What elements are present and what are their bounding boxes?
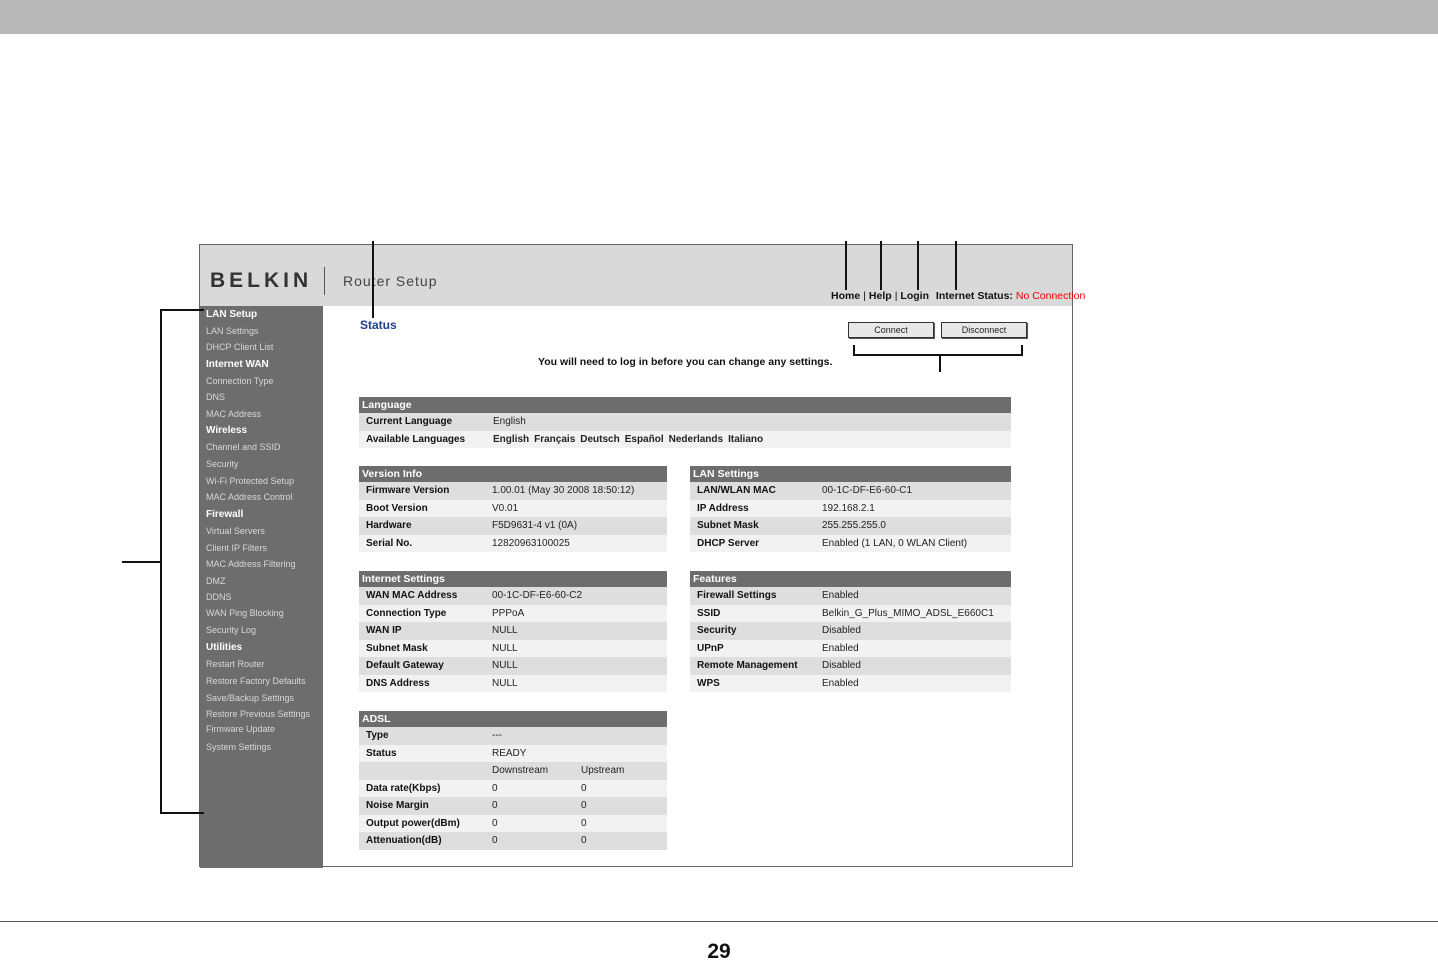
row-value: English <box>493 416 526 427</box>
row-value: Enabled <box>822 677 859 689</box>
row-label: WAN MAC Address <box>366 590 458 601</box>
language-link-english[interactable]: English <box>493 433 530 445</box>
row-value: 255.255.255.0 <box>822 520 886 531</box>
row-value-upstream: Upstream <box>581 765 625 776</box>
row-value: 0 <box>492 835 498 846</box>
sidebar-item-virtual-servers[interactable]: Virtual Servers <box>206 526 265 536</box>
sidebar-category-firewall: Firewall <box>206 509 244 520</box>
row-label: Firmware Version <box>366 485 450 496</box>
sidebar-item-save-backup-settings[interactable]: Save/Backup Settings <box>206 693 295 703</box>
row-label: UPnP <box>697 642 724 654</box>
sidebar-item-mac-address-filtering[interactable]: MAC Address Filtering <box>206 559 296 569</box>
row-value: 0 <box>492 782 498 794</box>
sidebar-category-wireless: Wireless <box>206 425 248 436</box>
row-label: Connection Type <box>366 607 447 619</box>
row-label: Remote Management <box>697 660 798 671</box>
language-link-fran-ais[interactable]: Français <box>534 433 576 445</box>
row-value: Enabled <box>822 590 859 601</box>
row-label: Data rate(Kbps) <box>366 782 441 794</box>
help-link[interactable]: Help <box>868 290 892 302</box>
row-value: F5D9631-4 v1 (0A) <box>492 520 578 531</box>
row-value: Disabled <box>822 660 861 671</box>
row-value: Downstream <box>492 765 549 776</box>
belkin-logo: BELKIN <box>210 269 313 292</box>
sidebar-item-connection-type[interactable]: Connection Type <box>206 376 274 386</box>
adsl-panel-title: ADSL <box>359 711 667 727</box>
login-notice: You will need to log in before you can change any settings. <box>538 356 833 368</box>
sidebar-item-client-ip-filters[interactable]: Client IP Filters <box>206 543 267 553</box>
row-value: Enabled <box>822 642 859 654</box>
row-label: Firewall Settings <box>697 590 777 601</box>
row-label: Type <box>366 730 389 741</box>
row-value: 00-1C-DF-E6-60-C2 <box>492 590 583 601</box>
row-label: Available Languages <box>366 433 466 445</box>
row-label: DNS Address <box>366 677 430 689</box>
language-link-espa-ol[interactable]: Español <box>624 433 664 445</box>
row-value: NULL <box>492 660 518 671</box>
version-panel-title: Version Info <box>359 466 667 482</box>
row-value: 12820963100025 <box>492 537 570 549</box>
sidebar-item-dhcp-client-list[interactable]: DHCP Client List <box>206 342 274 352</box>
sidebar-item-security-log[interactable]: Security Log <box>206 625 257 635</box>
row-label: DHCP Server <box>697 537 760 549</box>
row-value: Enabled (1 LAN, 0 WLAN Client) <box>822 537 968 549</box>
sidebar-item-channel-and-ssid[interactable]: Channel and SSID <box>206 442 281 452</box>
row-value: V0.01 <box>492 502 519 514</box>
row-label: Subnet Mask <box>697 520 759 531</box>
login-link[interactable]: Login <box>900 290 929 302</box>
features-panel-title: Features <box>690 571 1011 587</box>
row-value: 0 <box>492 800 498 811</box>
row-label: WAN IP <box>366 625 402 636</box>
language-link-deutsch[interactable]: Deutsch <box>580 433 620 445</box>
app-title: Router Setup <box>343 273 438 289</box>
home-link[interactable]: Home <box>831 290 861 302</box>
row-value: 192.168.2.1 <box>822 502 875 514</box>
callout-bracket-sidebar <box>161 310 204 813</box>
sidebar-category-internet-wan: Internet WAN <box>206 359 269 370</box>
nav-separator: | <box>894 290 898 302</box>
language-link-nederlands[interactable]: Nederlands <box>668 433 724 445</box>
sidebar-item-wan-ping-blocking[interactable]: WAN Ping Blocking <box>206 608 284 618</box>
row-label: Hardware <box>366 520 412 531</box>
sidebar-item-mac-address-control[interactable]: MAC Address Control <box>206 492 293 502</box>
row-value: 0 <box>492 817 498 829</box>
row-label: Output power(dBm) <box>366 817 460 829</box>
row-label: Serial No. <box>366 537 413 549</box>
page-title: Status <box>360 318 397 332</box>
sidebar-item-ddns[interactable]: DDNS <box>206 592 232 602</box>
row-label: Noise Margin <box>366 800 429 811</box>
language-panel-title: Language <box>359 397 1011 413</box>
sidebar-item-restore-factory-defaults[interactable]: Restore Factory Defaults <box>206 676 306 686</box>
row-label: Default Gateway <box>366 660 444 671</box>
callout-bracket-buttons <box>854 345 1022 355</box>
row-value-upstream: 0 <box>581 800 587 811</box>
row-label: Subnet Mask <box>366 642 428 654</box>
lan-panel-title: LAN Settings <box>690 466 1011 482</box>
sidebar-category-lan-setup: LAN Setup <box>206 309 258 320</box>
sidebar-item-dmz[interactable]: DMZ <box>206 576 226 586</box>
disconnect-button[interactable]: Disconnect <box>941 322 1027 338</box>
row-label: SSID <box>697 607 721 619</box>
page-rule <box>0 921 1438 922</box>
row-value: 1.00.01 (May 30 2008 18:50:12) <box>492 485 635 496</box>
language-link-italiano[interactable]: Italiano <box>728 433 764 445</box>
row-value: PPPoA <box>492 607 525 619</box>
row-label: Status <box>366 747 397 759</box>
page-number: 29 <box>707 940 731 963</box>
sidebar-item-restart-router[interactable]: Restart Router <box>206 659 265 669</box>
row-value-upstream: 0 <box>581 817 587 829</box>
sidebar-category-utilities: Utilities <box>206 642 243 653</box>
row-label: Security <box>697 625 737 636</box>
sidebar-item-restore-previous-settings[interactable]: Restore Previous Settings <box>206 709 311 719</box>
sidebar-item-wi-fi-protected-setup[interactable]: Wi-Fi Protected Setup <box>206 476 295 486</box>
sidebar-item-system-settings[interactable]: System Settings <box>206 742 272 752</box>
nav-separator: | <box>863 290 866 302</box>
row-label: Boot Version <box>366 502 428 514</box>
row-label: WPS <box>697 677 720 689</box>
row-value: NULL <box>492 642 518 654</box>
row-value: Belkin_G_Plus_MIMO_ADSL_E660C1 <box>822 607 994 619</box>
sidebar-item-lan-settings[interactable]: LAN Settings <box>206 326 259 336</box>
sidebar-item-security[interactable]: Security <box>206 459 239 469</box>
row-value: Disabled <box>822 625 861 636</box>
row-value-upstream: 0 <box>581 782 587 794</box>
row-label: LAN/WLAN MAC <box>697 485 776 496</box>
internet-status-value: No Connection <box>1015 290 1086 302</box>
sidebar-item-dns[interactable]: DNS <box>206 392 226 402</box>
row-label: Attenuation(dB) <box>366 835 442 846</box>
internet-status-label: Internet Status: <box>935 290 1013 302</box>
sidebar-item-firmware-update[interactable]: Firmware Update <box>206 724 276 734</box>
connect-button[interactable]: Connect <box>848 322 934 338</box>
row-value-upstream: 0 <box>581 835 587 846</box>
row-value: NULL <box>492 677 518 689</box>
internet-panel-title: Internet Settings <box>359 571 667 587</box>
sidebar-item-mac-address[interactable]: MAC Address <box>206 409 262 419</box>
row-value: 00-1C-DF-E6-60-C1 <box>822 485 913 496</box>
row-label: IP Address <box>697 502 749 514</box>
row-value: --- <box>492 730 502 741</box>
row-value: READY <box>492 747 527 759</box>
row-label: Current Language <box>366 416 453 427</box>
row-value: NULL <box>492 625 518 636</box>
